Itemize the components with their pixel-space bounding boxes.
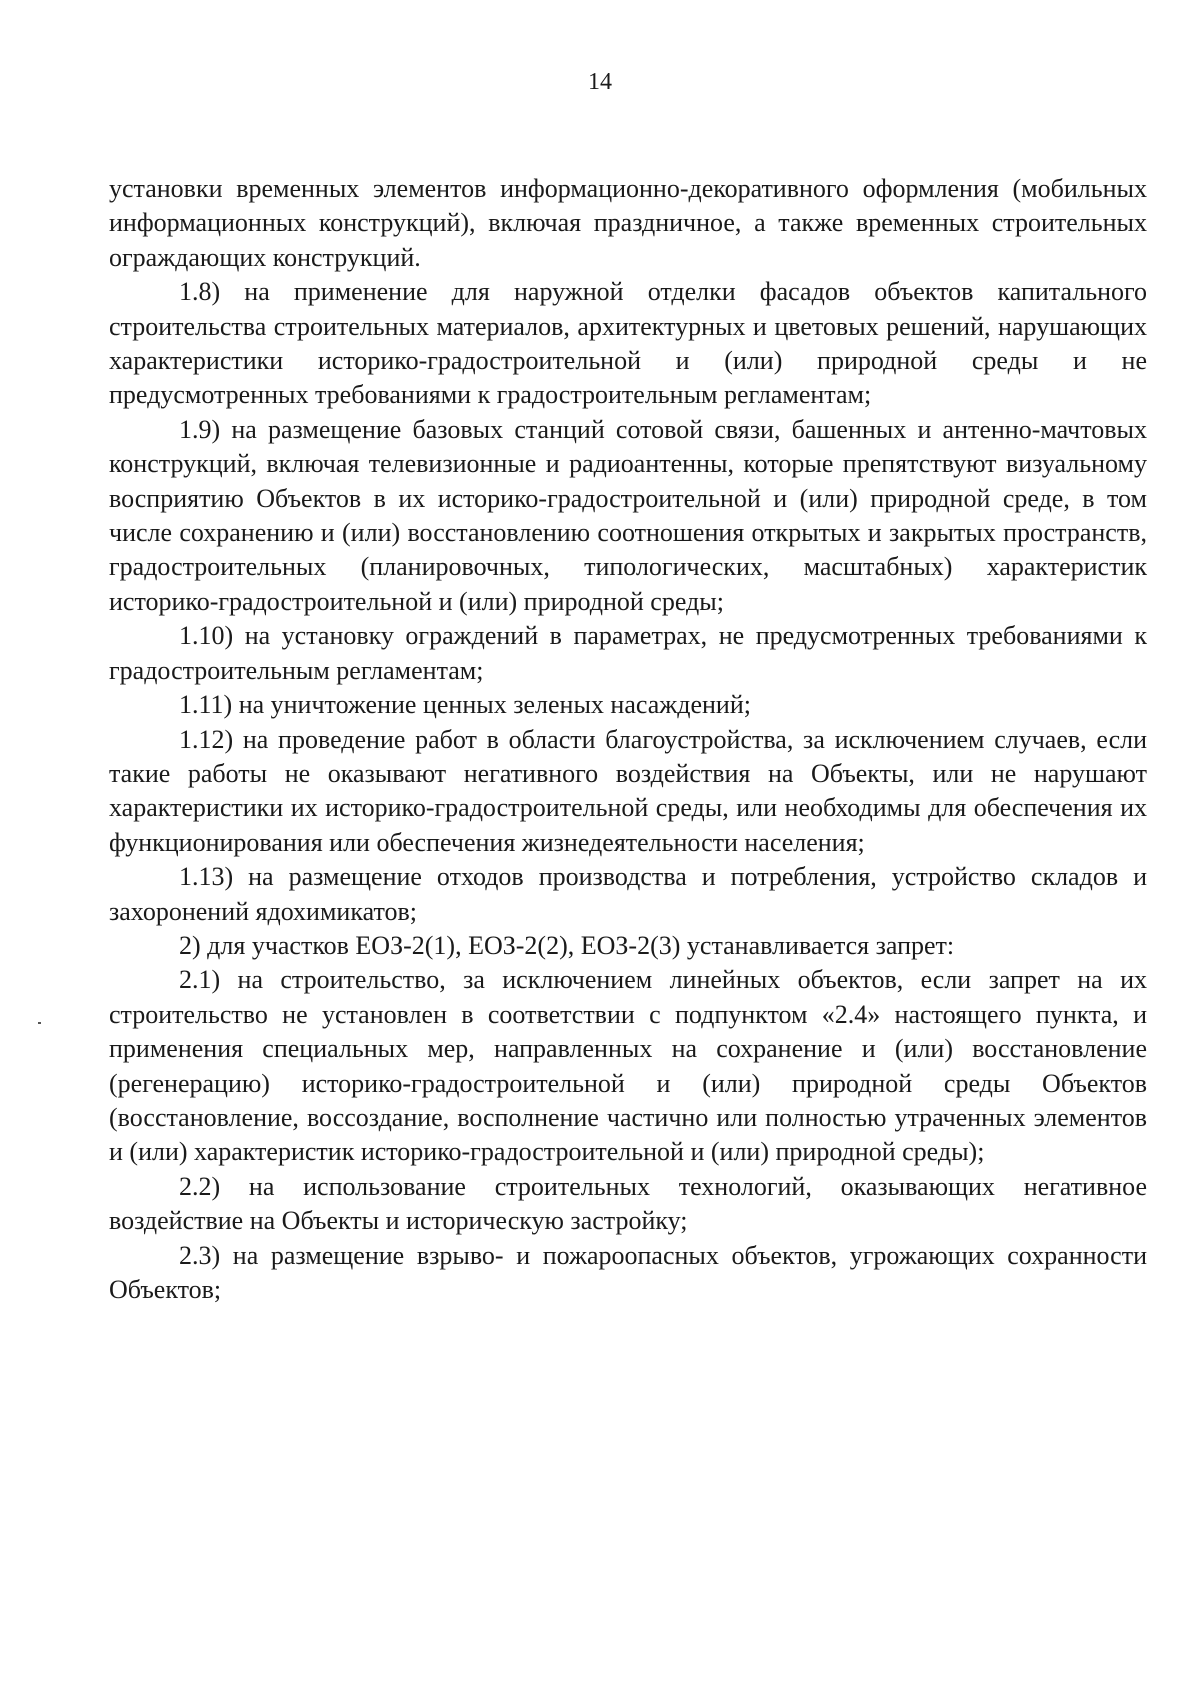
paragraph-2-3: 2.3) на размещение взрыво- и пожароопасных объектов, угрожающих сохранности Объектов; xyxy=(109,1240,1147,1304)
paragraph-1-13: 1.13) на размещение отходов производства и потребления, устройство складов и захоронений ядохимикатов; xyxy=(109,862,1147,926)
paragraph-1-12: 1.12) на проведение работ в области благоустройства, за исключением случаев, если такие работы не оказывают негативного воздействия на Объекты, или не нарушают характеристики их историко-градостроительной среды, или необходимы для обеспечения их функционирования или обеспечения жизнедеятельности населения; xyxy=(109,724,1147,857)
page-number: 14 xyxy=(588,69,612,95)
paragraph-1-11: 1.11) на уничтожение ценных зеленых насаждений; xyxy=(179,690,751,720)
margin-mark xyxy=(38,1022,41,1024)
document-body xyxy=(109,172,1147,1307)
paragraph-2-2: 2.2) на использование строительных технологий, оказывающих негативное воздействие на Объекты и историческую застройку; xyxy=(109,1171,1147,1236)
paragraph-1-9: 1.9) на размещение базовых станций сотовой связи, башенных и антенно-мачтовых конструкций, включая телевизионные и радиоантенны, которые препятствуют визуальному восприятию Объектов в их историко-градостроительной и (или) природной среде, в том числе сохранению и (или) восстановлению соотношения открытых и закрытых пространств, градостроительных (планировочных, типологических, масштабных) характеристик историко-градостроительной и (или) природной среды; xyxy=(109,414,1147,616)
paragraph-1-8: 1.8) на применение для наружной отделки фасадов объектов капитального строительства строительных материалов, архитектурных и цветовых решений, нарушающих характеристики историко-градостроительной и (или) природной среды и не предусмотренных требованиями к градостроительным регламентам; xyxy=(109,277,1147,410)
paragraph-continuation: установки временных элементов информационно-декоративного оформления (мобильных информационных конструкций), включая праздничное, а также временных строительных ограждающих конструкций. xyxy=(109,174,1147,272)
paragraph-2-1: 2.1) на строительство, за исключением линейных объектов, если запрет на их строительство не установлен в соответствии с подпунктом «2.4» настоящего пункта, и применения специальных мер, направленных на сохранение и (или) восстановление (регенерацию) историко-градостроительной и (или) природной среды Объектов (восстановление, воссоздание, восполнение частично или полностью утраченных элементов и (или) характеристик историко-градостроительной и (или) природной среды); xyxy=(109,965,1147,1167)
paragraph-2: 2) для участков ЕОЗ-2(1), ЕОЗ-2(2), ЕОЗ-2(3) устанавливается запрет: xyxy=(179,930,955,960)
paragraph-1-10: 1.10) на установку ограждений в параметрах, не предусмотренных требованиями к градостроительным регламентам; xyxy=(109,621,1147,685)
